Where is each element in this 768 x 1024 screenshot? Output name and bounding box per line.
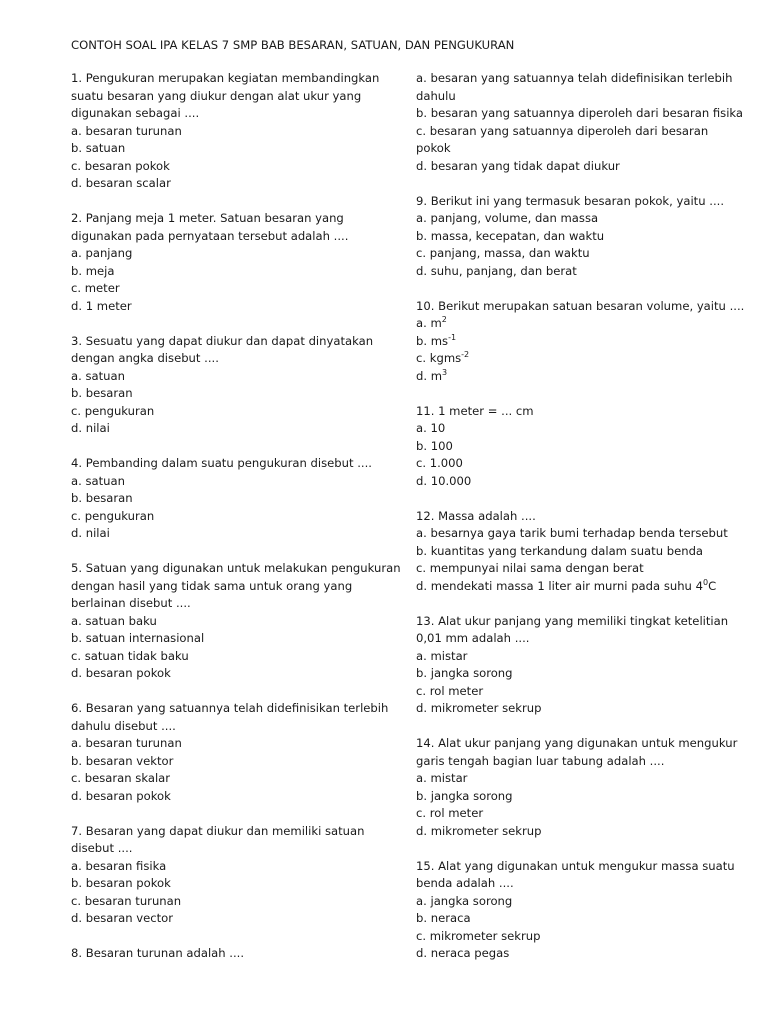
question-7	[71, 823, 401, 928]
option-b: b. meja	[71, 263, 115, 278]
option-b: b. besaran	[71, 386, 133, 400]
option-c: c. besaran skalar	[71, 771, 171, 785]
option-d	[416, 368, 746, 386]
option-a: a. satuan	[71, 473, 125, 488]
option-text: a. m	[416, 316, 442, 330]
question-3	[71, 333, 401, 438]
superscript: 0	[702, 577, 709, 587]
question-text: 1. Pengukuran merupakan kegiatan membandingkan	[71, 71, 380, 85]
question-text: dahulu disebut ....	[71, 718, 176, 733]
option-c: c. 1.000	[416, 456, 463, 470]
question-text: digunakan pada pernyataan tersebut adalah ....	[71, 228, 349, 243]
option-c: c. rol meter	[416, 683, 484, 698]
option-a	[416, 315, 746, 333]
option-a: a. mistar	[416, 648, 468, 663]
question-text: 5. Satuan yang digunakan untuk melakukan pengukuran	[71, 561, 401, 575]
question-text: 7. Besaran yang dapat diukur dan memiliki satuan	[71, 823, 365, 838]
option-b: b. besaran	[71, 491, 133, 505]
option-b: b. satuan internasional	[71, 631, 205, 645]
question-10	[416, 298, 746, 386]
question-12	[416, 508, 746, 596]
question-text: 10. Berikut merupakan satuan besaran volume, yaitu ....	[416, 298, 745, 313]
question-5	[71, 560, 401, 683]
option-a: a. panjang, volume, dan massa	[416, 211, 599, 225]
question-text: 4. Pembanding dalam suatu pengukuran disebut ....	[71, 456, 372, 470]
option-text: d. m	[416, 368, 443, 383]
option-d: d. neraca pegas	[416, 946, 510, 960]
option-b	[416, 333, 746, 351]
question-8-options	[416, 70, 746, 175]
question-11	[416, 403, 746, 491]
question-text: dengan hasil yang tidak sama untuk orang yang	[71, 578, 353, 593]
question-2	[71, 210, 401, 315]
option-c: c. mempunyai nilai sama dengan berat	[416, 561, 644, 575]
option-c: c. besaran pokok	[71, 158, 170, 173]
option-c: c. mikrometer sekrup	[416, 928, 541, 943]
option-text: d. mendekati massa 1 liter air murni pada suhu 4	[416, 578, 703, 593]
option-d	[416, 578, 746, 596]
option-d: d. nilai	[71, 421, 110, 435]
option-a: a. besarnya gaya tarik bumi terhadap benda tersebut	[416, 526, 728, 540]
question-text: dengan angka disebut ....	[71, 351, 219, 365]
question-text: berlainan disebut ....	[71, 596, 191, 610]
question-text: 6. Besaran yang satuannya telah didefinisikan terlebih	[71, 701, 389, 715]
question-1	[71, 70, 401, 193]
question-text: garis tengah bagian luar tabung adalah ....	[416, 753, 665, 768]
option-d: d. suhu, panjang, dan berat	[416, 263, 577, 278]
question-15	[416, 858, 746, 963]
option-b: b. kuantitas yang terkandung dalam suatu benda	[416, 543, 704, 558]
option-d: d. besaran scalar	[71, 176, 171, 190]
option-d: d. besaran vector	[71, 911, 174, 925]
option-c: c. pengukuran	[71, 508, 155, 523]
superscript: 3	[442, 367, 448, 377]
option-d: d. 1 meter	[71, 298, 132, 313]
option-d: d. mikrometer sekrup	[416, 823, 542, 838]
option-c: c. rol meter	[416, 806, 484, 820]
option-a: a. besaran yang satuannya telah didefinisikan terlebih	[416, 71, 733, 85]
option-text-tail: C	[708, 578, 717, 593]
question-text: 15. Alat yang digunakan untuk mengukur massa suatu	[416, 858, 735, 873]
superscript: 2	[441, 315, 447, 324]
question-text: digunakan sebagai ....	[71, 106, 200, 120]
option-b: b. jangka sorong	[416, 666, 513, 680]
option-a: a. besaran turunan	[71, 123, 182, 138]
question-text: 9. Berikut ini yang termasuk besaran pokok, yaitu ....	[416, 193, 724, 208]
option-a: a. panjang	[71, 246, 133, 260]
option-c: c. besaran yang satuannya diperoleh dari besaran	[416, 123, 709, 138]
left-column	[71, 70, 401, 980]
option-a: a. besaran turunan	[71, 736, 182, 750]
option-c	[416, 350, 746, 368]
question-14	[416, 735, 746, 840]
option-b: b. massa, kecepatan, dan waktu	[416, 228, 605, 243]
question-text: 0,01 mm adalah ....	[416, 631, 530, 645]
option-b: b. besaran pokok	[71, 876, 171, 890]
option-d: d. besaran pokok	[71, 666, 171, 680]
option-a: a. satuan	[71, 368, 125, 383]
question-text: disebut ....	[71, 841, 133, 855]
option-text: c. kgms	[416, 351, 462, 365]
question-4	[71, 455, 401, 543]
option-d: d. besaran yang tidak dapat diukur	[416, 158, 620, 173]
question-text: 11. 1 meter = ... cm	[416, 403, 534, 418]
option-c: c. satuan tidak baku	[71, 648, 189, 663]
option-b: b. neraca	[416, 911, 471, 925]
option-c: pokok	[416, 141, 451, 155]
option-b: b. satuan	[71, 141, 126, 155]
option-d: d. nilai	[71, 526, 110, 540]
question-text: 2. Panjang meja 1 meter. Satuan besaran yang	[71, 211, 344, 225]
question-text: 8. Besaran turunan adalah ....	[71, 946, 245, 960]
option-a: a. satuan baku	[71, 613, 157, 628]
option-c: c. pengukuran	[71, 403, 155, 418]
question-text: benda adalah ....	[416, 876, 514, 890]
question-6	[71, 700, 401, 805]
option-b: b. besaran vektor	[71, 753, 174, 768]
question-text: suatu besaran yang diukur dengan alat ukur yang	[71, 88, 362, 103]
option-a: a. mistar	[416, 771, 468, 785]
option-text: b. ms	[416, 333, 449, 348]
option-c: c. panjang, massa, dan waktu	[416, 246, 590, 260]
question-text: 12. Massa adalah ....	[416, 508, 536, 523]
option-a: a. jangka sorong	[416, 893, 513, 908]
option-a: dahulu	[416, 88, 456, 103]
question-text: 13. Alat ukur panjang yang memiliki tingkat ketelitian	[416, 613, 729, 628]
right-column	[416, 70, 746, 980]
option-d: d. 10.000	[416, 473, 472, 488]
option-c: c. besaran turunan	[71, 893, 182, 908]
option-c: c. meter	[71, 281, 120, 295]
option-d: d. besaran pokok	[71, 788, 171, 803]
option-b: b. 100	[416, 438, 453, 453]
option-b: b. besaran yang satuannya diperoleh dari besaran fisika	[416, 106, 744, 120]
question-text: 14. Alat ukur panjang yang digunakan untuk mengukur	[416, 736, 738, 750]
question-13	[416, 613, 746, 718]
question-8	[71, 945, 401, 963]
option-d: d. mikrometer sekrup	[416, 701, 542, 715]
question-text: 3. Sesuatu yang dapat diukur dan dapat dinyatakan	[71, 333, 374, 348]
document-title: CONTOH SOAL IPA KELAS 7 SMP BAB BESARAN, SATUAN, DAN PENGUKURAN	[71, 38, 515, 52]
option-b: b. jangka sorong	[416, 788, 513, 803]
option-a: a. 10	[416, 421, 446, 435]
superscript: -2	[461, 350, 470, 359]
superscript: -1	[448, 332, 457, 342]
option-a: a. besaran fisika	[71, 858, 167, 873]
question-9	[416, 193, 746, 281]
